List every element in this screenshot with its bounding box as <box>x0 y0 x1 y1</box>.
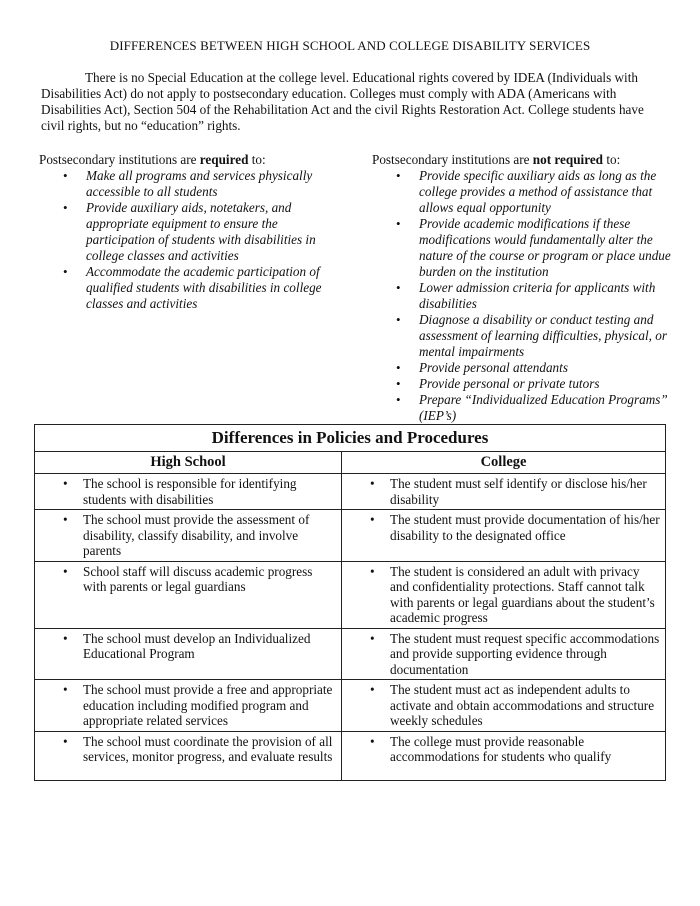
high-school-cell <box>35 474 342 510</box>
not-required-column <box>372 152 672 424</box>
bullet-icon: • <box>370 476 375 491</box>
list-item-text: Lower admission criteria for applicants with disabilities <box>419 280 656 311</box>
bullet-icon: • <box>63 682 68 697</box>
list-item-text: Provide auxiliary aids, notetakers, and appropriate equipment to ensure the participation of students with disabilities in college classes and activities <box>86 200 316 263</box>
table-title-row <box>35 425 666 452</box>
list-item <box>372 360 672 376</box>
high-school-cell <box>35 510 342 562</box>
page-title: DIFFERENCES BETWEEN HIGH SCHOOL AND COLLEGE DISABILITY SERVICES <box>109 38 591 53</box>
required-list <box>39 168 339 312</box>
bullet-icon: • <box>63 476 68 491</box>
bullet-icon: • <box>63 168 68 183</box>
lead-suffix: to: <box>603 152 621 167</box>
high-school-cell <box>35 731 342 780</box>
bullet-icon: • <box>396 312 401 327</box>
lead-suffix: to: <box>248 152 266 167</box>
list-item <box>372 392 672 424</box>
cell-text: The student must request specific accommodations and provide supporting evidence through documentation <box>390 630 660 677</box>
bullet-icon: • <box>63 264 68 279</box>
bullet-icon: • <box>396 216 401 231</box>
bullet-icon: • <box>396 168 401 183</box>
column-header-high-school: High School <box>35 452 342 474</box>
list-item <box>372 280 672 312</box>
high-school-cell <box>35 561 342 628</box>
list-item-text: Provide specific auxiliary aids as long as the college provides a method of assistance that allows equal opportunity <box>419 168 657 215</box>
high-school-cell <box>35 680 342 732</box>
college-cell <box>342 561 666 628</box>
cell-text: The school must coordinate the provision of all services, monitor progress, and evaluate results <box>83 733 333 764</box>
lead-bold: required <box>199 152 249 167</box>
table-row <box>35 628 666 680</box>
list-item-text: Provide personal or private tutors <box>419 376 600 391</box>
cell-text: The college must provide reasonable accommodations for students who qualify <box>390 733 612 764</box>
table-row <box>35 680 666 732</box>
list-item-text: Provide academic modifications if these modifications would fundamentally alter the nature of the course or program or place undue burden on the institution <box>419 216 671 279</box>
table-row <box>35 474 666 510</box>
list-item <box>39 200 339 264</box>
required-lead <box>39 152 339 168</box>
bullet-icon: • <box>63 733 68 749</box>
list-item-text: Diagnose a disability or conduct testing and assessment of learning difficulties, physical, or mental impairments <box>419 312 667 359</box>
column-header-college: College <box>342 452 666 474</box>
cell-text: The school must develop an Individualized Educational Program <box>83 630 311 661</box>
bullet-icon: • <box>63 200 68 215</box>
lead-prefix: Postsecondary institutions are <box>39 152 200 167</box>
cell-text: The school is responsible for identifying students with disabilities <box>83 476 297 507</box>
list-item <box>39 264 339 312</box>
bullet-icon: • <box>370 512 375 527</box>
cell-text: The school must provide a free and appropriate education including modified program and appropriate related services <box>83 682 333 728</box>
bullet-icon: • <box>396 376 401 391</box>
college-cell <box>342 474 666 510</box>
table-title: Differences in Policies and Procedures <box>35 425 666 452</box>
cell-text: School staff will discuss academic progress with parents or legal guardians <box>83 563 313 594</box>
table-row <box>35 731 666 780</box>
table-row <box>35 510 666 562</box>
lead-bold: not required <box>532 152 604 167</box>
list-item <box>372 216 672 280</box>
bullet-icon: • <box>396 392 401 407</box>
cell-text: The school must provide the assessment of disability, classify disability, and involve parents <box>83 512 310 558</box>
college-cell <box>342 680 666 732</box>
bullet-icon: • <box>370 563 375 579</box>
list-item <box>372 312 672 360</box>
bullet-icon: • <box>370 733 375 749</box>
required-column <box>39 152 339 312</box>
bullet-icon: • <box>370 682 375 697</box>
not-required-lead <box>372 152 672 168</box>
cell-text: The student must provide documentation of his/her disability to the designated office <box>390 512 660 543</box>
college-cell <box>342 731 666 780</box>
high-school-cell <box>35 628 342 680</box>
list-item <box>372 168 672 216</box>
college-cell <box>342 510 666 562</box>
college-cell <box>342 628 666 680</box>
intro-text: There is no Special Education at the college level. Educational rights covered by IDEA (Individuals with Disabilities Act) do not apply to postsecondary education. Colleges must comply with ADA (Americans with Disabilities Act), Section 504 of the Rehabilitation Act and the civil Rights Restoration Act. College students have civil rights, but no “education” rights. <box>41 70 644 133</box>
list-item-text: Prepare “Individualized Education Programs” (IEP’s) <box>419 392 668 423</box>
list-item-text: Make all programs and services physically accessible to all students <box>86 168 313 199</box>
cell-text: The student is considered an adult with privacy and confidentiality protections. Staff cannot talk with parents or legal guardians about the student’s academic progress <box>390 563 655 625</box>
not-required-list <box>372 168 672 424</box>
bullet-icon: • <box>63 630 68 646</box>
list-item-text: Accommodate the academic participation of qualified students with disabilities in college classes and activities <box>86 264 322 311</box>
cell-text: The student must act as independent adults to activate and obtain accommodations and structure weekly schedules <box>390 682 655 728</box>
list-item <box>39 168 339 200</box>
intro-paragraph <box>41 70 663 134</box>
lead-prefix: Postsecondary institutions are <box>372 152 533 167</box>
policies-table <box>34 424 666 781</box>
list-item <box>372 376 672 392</box>
bullet-icon: • <box>370 630 375 646</box>
bullet-icon: • <box>396 360 401 375</box>
table-header-row <box>35 452 666 474</box>
bullet-icon: • <box>63 563 68 579</box>
cell-text: The student must self identify or disclose his/her disability <box>390 476 647 507</box>
policies-table-wrapper <box>34 424 666 781</box>
table-row <box>35 561 666 628</box>
list-item-text: Provide personal attendants <box>419 360 568 375</box>
bullet-icon: • <box>63 512 68 527</box>
bullet-icon: • <box>396 280 401 295</box>
